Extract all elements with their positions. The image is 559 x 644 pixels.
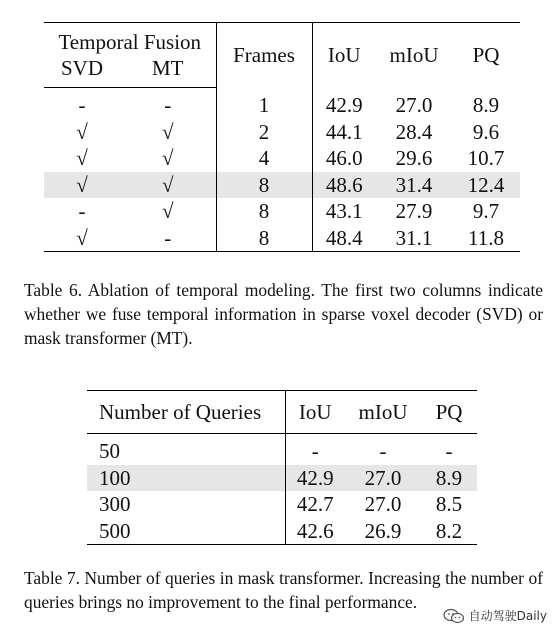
- pq-cell: 8.2: [435, 518, 463, 543]
- table-row: [44, 119, 520, 146]
- pq-cell: 10.7: [467, 146, 505, 171]
- frames-cell: 8: [216, 198, 312, 225]
- iou-header: IoU: [312, 23, 376, 88]
- table7-caption: Table 7. Number of queries in mask transformer. Increasing the number of queries brings no improvement to the final performance.: [24, 568, 543, 612]
- miou-cell: 28.4: [395, 119, 433, 144]
- mt-cell: √: [161, 199, 174, 224]
- iou-cell: 42.9: [312, 88, 376, 119]
- num-queries-table: [87, 390, 477, 545]
- pq-cell: 8.9: [421, 465, 477, 492]
- svd-cell: √: [76, 225, 88, 250]
- pq-cell: -: [445, 439, 453, 464]
- queries-cell: 50: [99, 439, 120, 464]
- pq-header: PQ: [421, 391, 477, 434]
- svd-cell: -: [78, 199, 86, 224]
- miou-cell: 31.1: [395, 225, 433, 250]
- table-row-highlighted: [87, 465, 477, 492]
- watermark-text: 自动驾驶Daily: [468, 609, 547, 623]
- queries-cell: 300: [99, 492, 131, 517]
- miou-cell: 26.9: [364, 518, 402, 543]
- svd-cell: √: [44, 172, 120, 199]
- iou-cell: 42.9: [285, 465, 345, 492]
- mt-cell: -: [164, 93, 172, 118]
- pq-cell: 8.9: [472, 93, 500, 117]
- iou-cell: 43.1: [312, 198, 376, 225]
- mt-cell: -: [164, 225, 172, 250]
- frames-cell: 2: [216, 119, 312, 146]
- miou-cell: -: [379, 439, 387, 464]
- wechat-icon: [443, 608, 465, 624]
- table-row: [87, 434, 477, 465]
- frames-cell: 8: [216, 225, 312, 252]
- table-row: [44, 198, 520, 225]
- pq-cell: 8.5: [435, 492, 463, 517]
- queries-header: Number of Queries: [87, 391, 285, 434]
- iou-cell: 48.4: [312, 225, 376, 252]
- iou-cell: 48.6: [312, 172, 376, 199]
- miou-header: mIoU: [345, 391, 421, 434]
- svd-cell: √: [76, 146, 88, 171]
- pq-cell: 9.6: [472, 119, 500, 144]
- table-row: [87, 518, 477, 545]
- table-row: [44, 88, 520, 119]
- frames-cell: 1: [216, 88, 312, 119]
- table-row: [87, 491, 477, 518]
- frames-cell: 8: [216, 172, 312, 199]
- miou-cell: 27.0: [345, 465, 421, 492]
- pq-cell: 12.4: [452, 172, 520, 199]
- iou-cell: 42.7: [285, 491, 345, 518]
- iou-cell: 46.0: [312, 145, 376, 172]
- miou-cell: 29.6: [395, 146, 433, 171]
- pq-header: PQ: [472, 42, 500, 67]
- frames-header: Frames: [216, 23, 312, 88]
- iou-cell: -: [285, 434, 345, 465]
- mt-cell: √: [120, 172, 216, 199]
- miou-cell: 27.0: [395, 93, 433, 117]
- iou-cell: 42.6: [285, 518, 345, 545]
- frames-cell: 4: [216, 145, 312, 172]
- svd-cell: -: [78, 93, 86, 118]
- mt-cell: √: [161, 119, 174, 144]
- queries-cell: 100: [87, 465, 285, 492]
- iou-header: IoU: [285, 391, 345, 434]
- table-row: [44, 145, 520, 172]
- mt-cell: √: [161, 146, 174, 171]
- temporal-fusion-header: Temporal Fusion: [58, 30, 202, 54]
- svd-cell: √: [76, 119, 88, 144]
- miou-cell: 31.4: [376, 172, 452, 199]
- table-row: [44, 225, 520, 252]
- miou-cell: 27.0: [364, 492, 402, 517]
- table-row-highlighted: [44, 172, 520, 199]
- pq-cell: 9.7: [472, 199, 500, 224]
- pq-cell: 11.8: [468, 225, 504, 250]
- temporal-ablation-table: [44, 22, 520, 252]
- iou-cell: 44.1: [312, 119, 376, 146]
- miou-header: mIoU: [389, 42, 439, 67]
- miou-cell: 27.9: [395, 199, 433, 224]
- svd-header: SVD: [44, 55, 120, 88]
- table6-caption: Table 6. Ablation of temporal modeling. The first two columns indicate whether we fuse temporal information in sparse voxel decoder (SVD) or mask transformer (MT).: [24, 280, 543, 348]
- queries-cell: 500: [99, 518, 131, 543]
- watermark: [443, 607, 547, 624]
- mt-header: MT: [120, 55, 216, 88]
